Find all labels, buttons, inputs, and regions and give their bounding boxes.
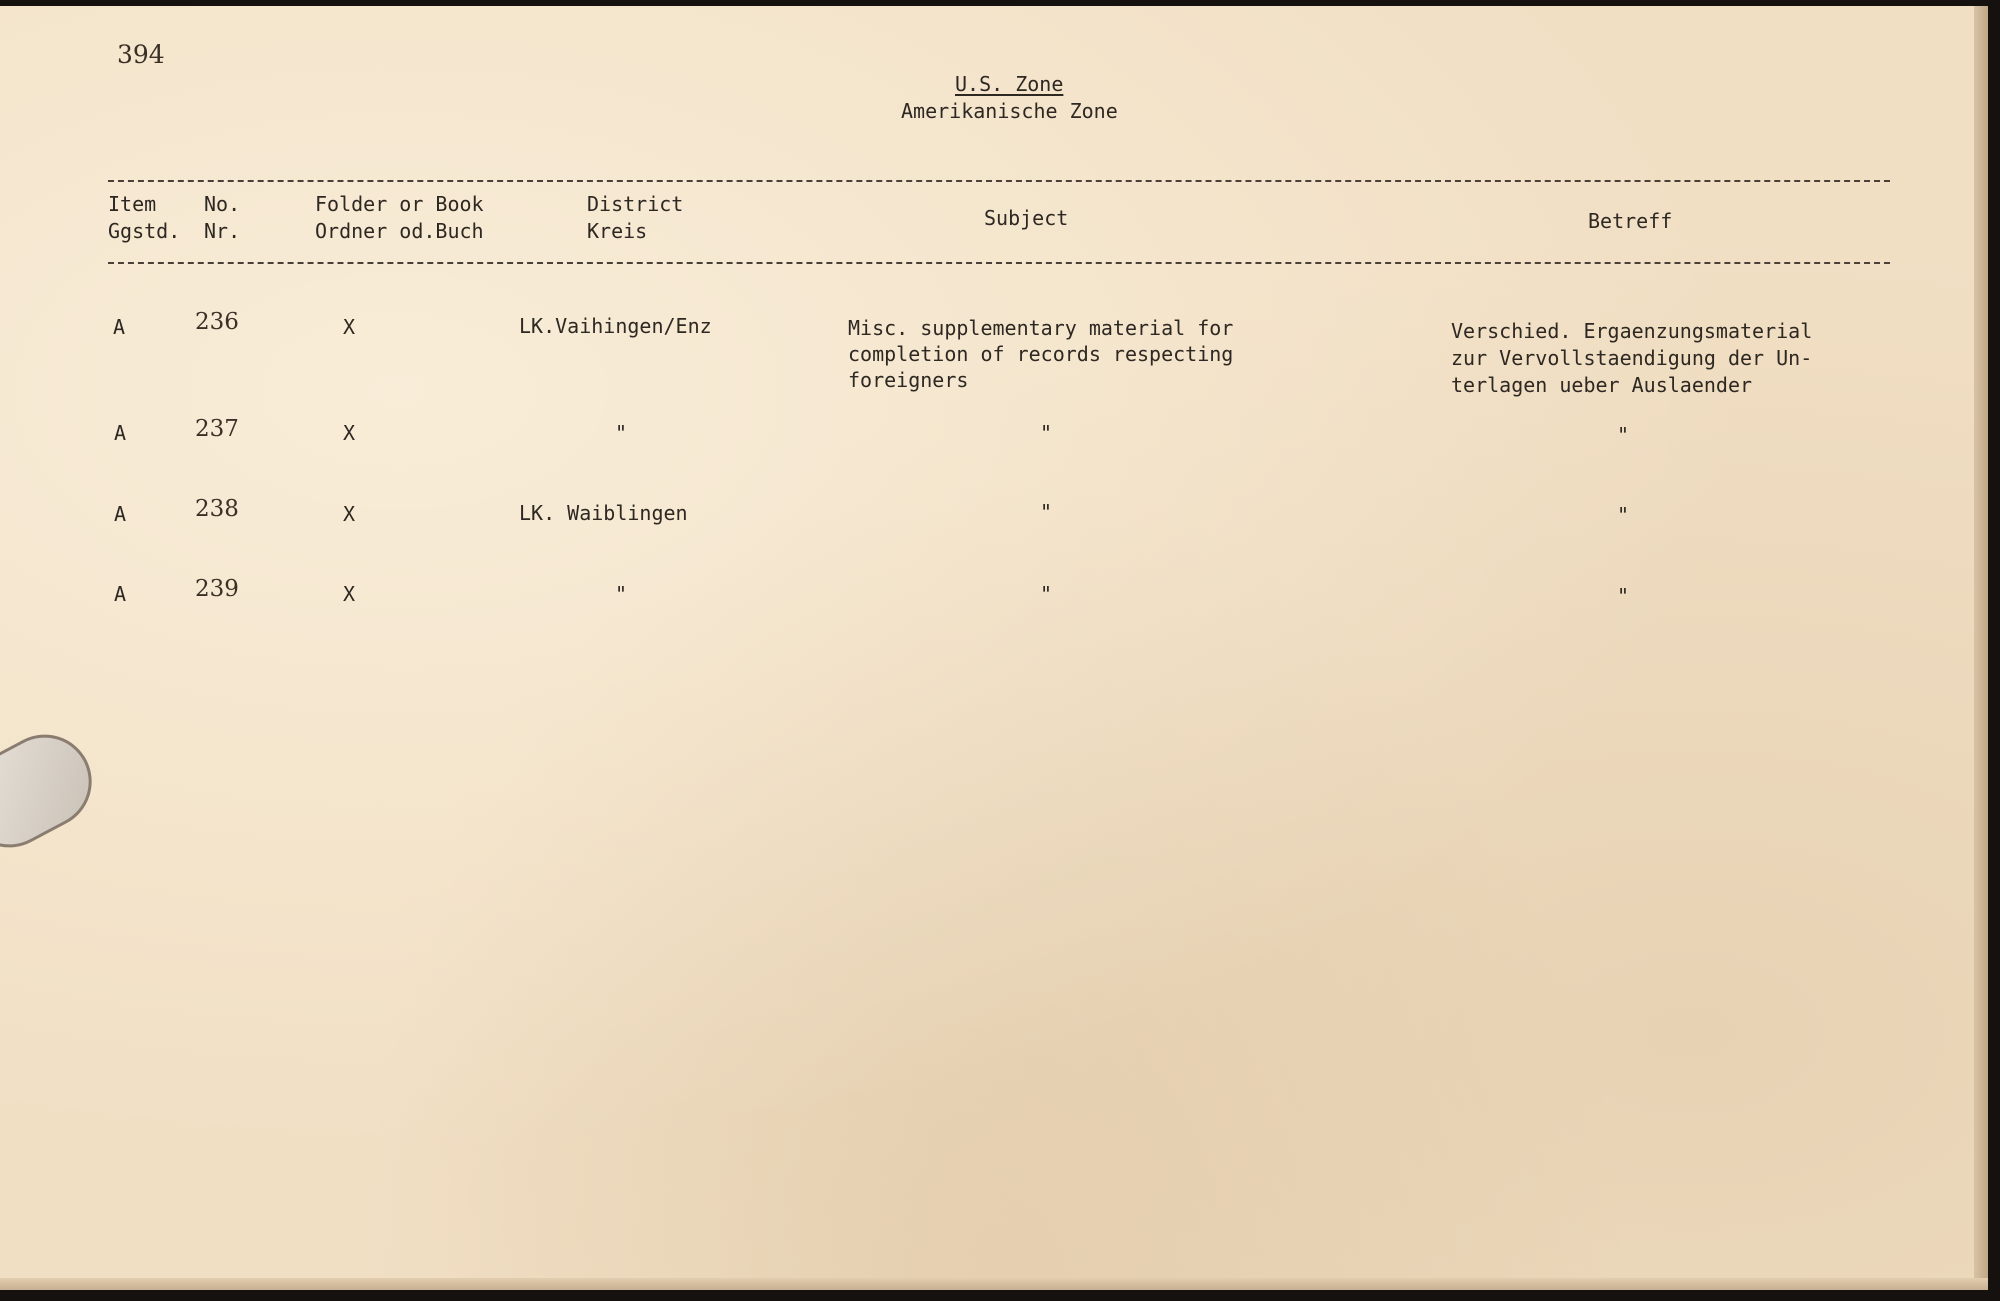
row-betreff-line: " <box>1617 503 1630 527</box>
col-header-item-en: Item <box>108 192 157 216</box>
row-folder: X <box>343 421 356 445</box>
page-title: U.S. Zone <box>955 72 1064 96</box>
row-betreff-line: terlagen ueber Auslaender <box>1451 373 1753 397</box>
row-number: 238 <box>195 496 239 522</box>
row-folder: X <box>343 502 356 526</box>
header-rule-bottom <box>108 262 1890 264</box>
page-edge-right <box>1974 6 1988 1290</box>
col-header-subject: Subject <box>984 206 1069 230</box>
col-header-district-en: District <box>587 192 684 216</box>
col-header-district-de: Kreis <box>587 219 648 243</box>
row-number: 236 <box>195 309 239 335</box>
paper-clip <box>0 718 108 864</box>
row-district: " <box>615 421 628 445</box>
col-header-no-de: Nr. <box>204 219 241 243</box>
row-number: 239 <box>195 576 239 602</box>
row-subject-line: completion of records respecting <box>848 342 1234 366</box>
row-folder: X <box>343 315 356 339</box>
col-header-item-de: Ggstd. <box>108 219 181 243</box>
row-betreff-line: zur Vervollstaendigung der Un- <box>1451 346 1813 370</box>
col-header-folder-en: Folder or Book <box>315 192 484 216</box>
document-page <box>0 6 1988 1290</box>
row-betreff-line: " <box>1617 423 1630 447</box>
row-subject-line: " <box>1040 500 1053 524</box>
row-number: 237 <box>195 416 239 442</box>
row-district: " <box>615 582 628 606</box>
row-district: LK. Waiblingen <box>519 501 688 525</box>
bleed-through-text <box>120 761 619 787</box>
page-subtitle: Amerikanische Zone <box>901 99 1118 123</box>
col-header-folder-de: Ordner od.Buch <box>315 219 484 243</box>
row-subject-line: " <box>1040 421 1053 445</box>
row-betreff-line: " <box>1617 584 1630 608</box>
row-subject-line: " <box>1040 582 1053 606</box>
row-item: A <box>113 315 126 339</box>
row-betreff-line: Verschied. Ergaenzungsmaterial <box>1451 319 1813 343</box>
row-item: A <box>114 502 127 526</box>
row-district: LK.Vaihingen/Enz <box>519 314 712 338</box>
row-subject-line: Misc. supplementary material for <box>848 316 1234 340</box>
row-item: A <box>114 421 127 445</box>
page-number: 394 <box>117 40 165 69</box>
header-rule-top <box>108 180 1890 182</box>
page-edge-bottom <box>0 1278 1988 1290</box>
row-folder: X <box>343 582 356 606</box>
col-header-betreff: Betreff <box>1588 209 1673 233</box>
col-header-no-en: No. <box>204 192 241 216</box>
row-subject-line: foreigners <box>848 368 969 392</box>
row-item: A <box>114 582 127 606</box>
